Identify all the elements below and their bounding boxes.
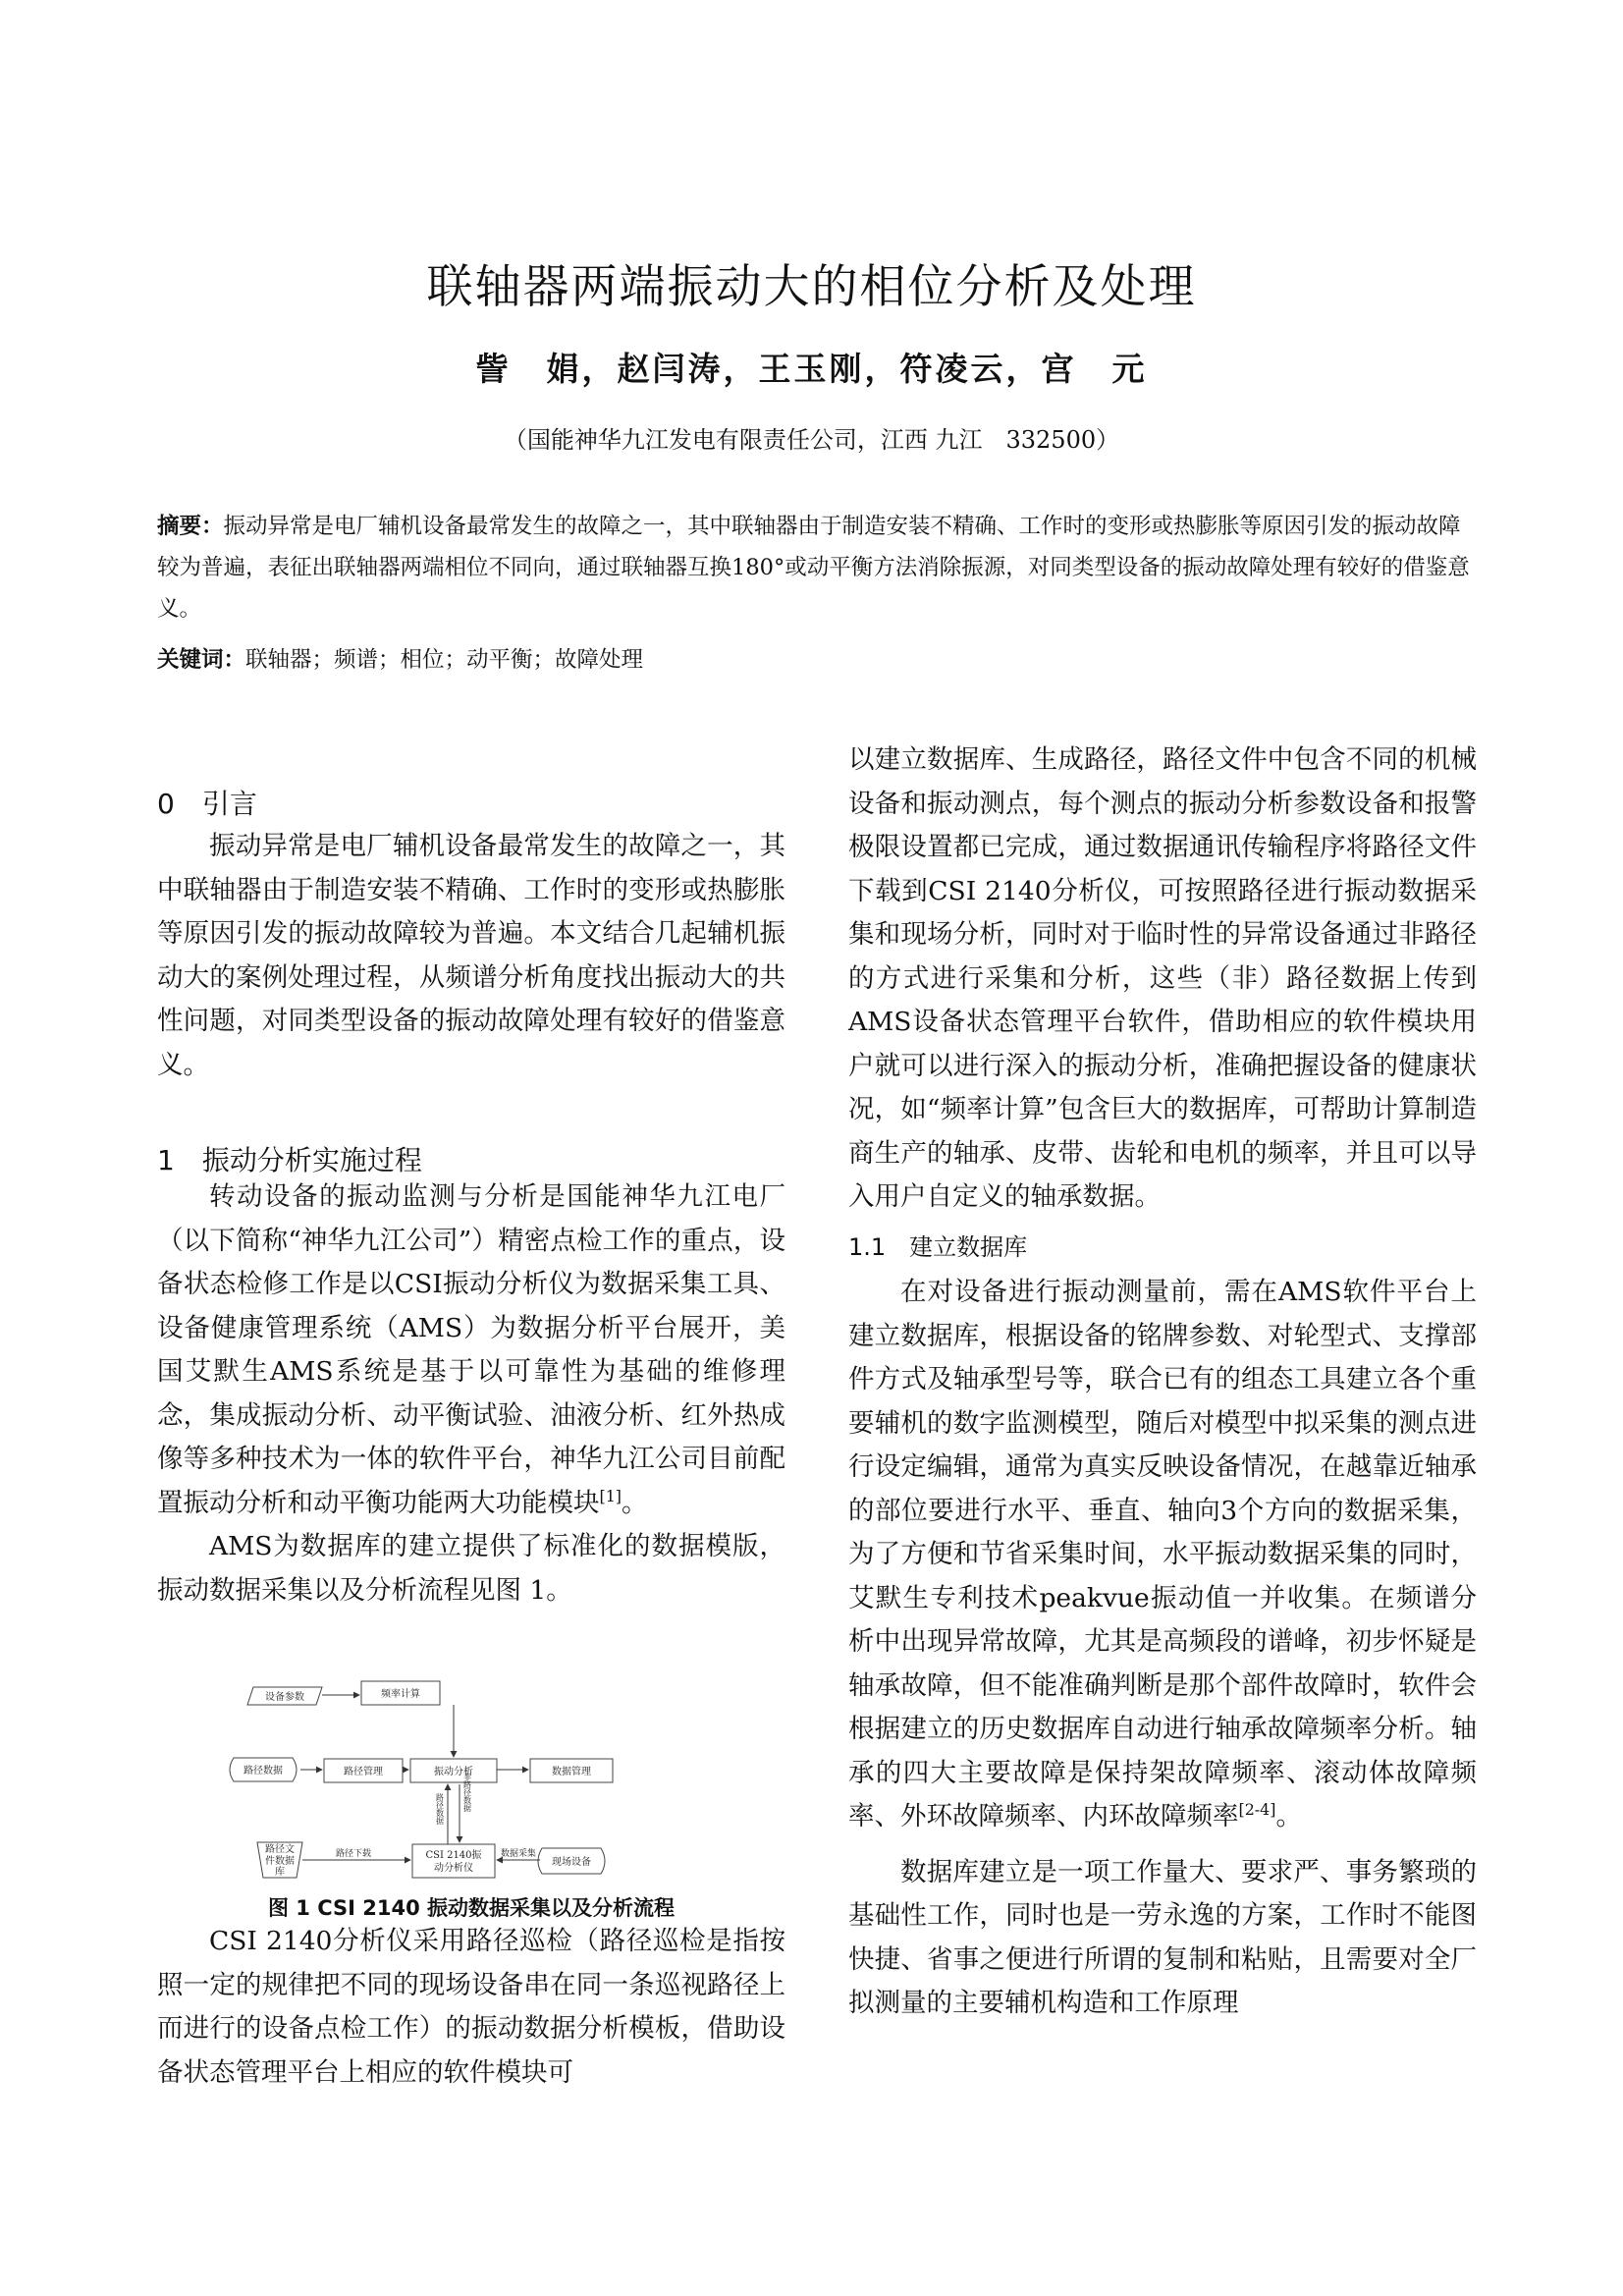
node-label: 件数据 (265, 1856, 295, 1867)
paragraph: 振动异常是电厂辅机设备最常发生的故障之一，其中联轴器由于制造安装不精确、工作时的变形或热膨胀等原因引发的振动故障较为普遍。本文结合几起辅机振动大的案例处理过程，从频谱分析角度找出振动大的共性问题，对同类型设备的振动故障处理有较好的借鉴意义。 (157, 831, 785, 1080)
node-label: 路径文 (265, 1844, 295, 1855)
paragraph-end: 。 (1275, 1801, 1302, 1831)
section-1-body-cont (157, 1920, 785, 2095)
paragraph: 数据库建立是一项工作量大、要求严、事务繁琐的基础性工作，同时也是一劳永逸的方案，工作时不能图快捷、省事之便进行所谓的复制和粘贴，且需要对全厂拟测量的主要辅机构造和工作原理 (848, 1856, 1477, 2018)
figure-caption: 图 1 CSI 2140 振动数据采集以及分析流程 (267, 1896, 676, 1920)
edge-label: 数据采集 (500, 1849, 537, 1859)
keywords-label: 关键词： (157, 647, 246, 673)
keywords-text: 联轴器；频谱；相位；动平衡；故障处理 (245, 647, 644, 673)
edge-label: 路径数据 (435, 1793, 445, 1825)
node-label: 动分析仪 (434, 1863, 473, 1874)
abstract (157, 506, 1473, 629)
keywords (157, 639, 1473, 681)
section-1-1-heading: 1.1 建立数据库 (848, 1232, 1028, 1261)
paragraph-text: 转动设备的振动监测与分析是国能神华九江电厂（以下简称“神华九江公司”）精密点检工作的重点，设备状态检修工作是以CSI振动分析仪为数据采集工具、设备健康管理系统（AMS）为数据分析平台展开，美国艾默生AMS系统是基于以可靠性为基础的维修理念，集成振动分析、动平衡试验、油液分析、红外热成像等多种技术为一体的软件平台，神华九江公司目前配置振动分析和动平衡功能两大功能模块 (157, 1181, 785, 1518)
paragraph: AMS为数据库的建立提供了标准化的数据模版，振动数据采集以及分析流程见图 1。 (157, 1531, 785, 1606)
node-label: 频率计算 (381, 1689, 420, 1700)
abstract-text: 振动异常是电厂辅机设备最常发生的故障之一，其中联轴器由于制造安装不精确、工作时的变形或热膨胀等原因引发的振动故障较为普遍，表征出联轴器两端相位不同向，通过联轴器互换180°或动平衡方法消除振源，对同类型设备的振动故障处理有较好的借鉴意义。 (157, 514, 1470, 622)
author-list: 訾 娟，赵闫涛，王玉刚，符凌云，宫 元 (475, 350, 1148, 388)
node-label: 设备参数 (265, 1692, 304, 1703)
paragraph (157, 1175, 785, 1525)
node-label: 库 (275, 1867, 285, 1878)
paragraph-text: 在对设备进行振动测量前，需在AMS软件平台上建立数据库，根据设备的铭牌参数、对轮型式、支撑部件方式及轴承型号等，联合已有的组态工具建立各个重要辅机的数字监测模型，随后对模型中拟采集的测点进行设定编辑，通常为真实反映设备情况，在越靠近轴承的部位要进行水平、垂直、轴向3个方向的数据采集，为了方便和节省采集时间，水平振动数据采集的同时，艾默生专利技术peakvue振动值一并收集。在频谱分析中出现异常故障，尤其是高频段的谱峰，初步怀疑是轴承故障，但不能准确判断是那个部件故障时，软件会根据建立的历史数据库自动进行轴承故障频率分析。轴承的四大主要故障是保持架故障频率、滚动体故障频率、外环故障频率、内环故障频率 (848, 1277, 1477, 1831)
edge-label: 路径下载 (335, 1849, 372, 1859)
section-0-body (157, 825, 785, 1087)
node-label: 路径管理 (344, 1767, 383, 1777)
node-label: 路径数据 (243, 1766, 283, 1777)
section-1-body (157, 1175, 785, 1613)
paragraph-end: 。 (622, 1487, 648, 1518)
edge-label: 非路径数据 (462, 1773, 472, 1812)
paragraph: CSI 2140分析仪采用路径巡检（路径巡检是指按照一定的规律把不同的现场设备串在同一条巡视路径上而进行的设备点检工作）的振动数据分析模板，借助设备状态管理平台上相应的软件模块可 (157, 1926, 785, 2088)
affiliation: （国能神华九江发电有限责任公司，江西 九江 332500） (503, 426, 1120, 454)
right-column (848, 738, 1477, 2026)
paragraph: 以建立数据库、生成路径，路径文件中包含不同的机械设备和振动测点，每个测点的振动分析参数设备和报警极限设置都已完成，通过数据通讯传输程序将路径文件下载到CSI 2140分析仪，可按照路径进行振动数据采集和现场分析，同时对于临时性的异常设备通过非路径的方式进行采集和分析，这些（非）路径数据上传到AMS设备状态管理平台软件，借助相应的软件模块用户就可以进行深入的振动分析，准确把握设备的健康状况，如“频率计算”包含巨大的数据库，可帮助计算制造商生产的轴承、皮带、齿轮和电机的频率，并且可以导入用户自定义的轴承数据。 (848, 744, 1477, 1212)
node-label: CSI 2140振 (425, 1850, 482, 1861)
section-1-heading: 1 振动分析实施过程 (157, 1144, 422, 1176)
node-label: 振动分析 (434, 1767, 473, 1777)
section-0-heading: 0 引言 (157, 788, 257, 820)
abstract-label: 摘要： (157, 514, 224, 539)
node-label: 数据管理 (552, 1767, 591, 1777)
paper-title: 联轴器两端振动大的相位分析及处理 (426, 260, 1197, 314)
citation: [1] (599, 1486, 622, 1505)
paragraph (848, 1271, 1477, 1839)
node-label: 现场设备 (552, 1857, 591, 1868)
figure-flowchart (226, 1660, 717, 1886)
citation: [2-4] (1238, 1800, 1276, 1820)
